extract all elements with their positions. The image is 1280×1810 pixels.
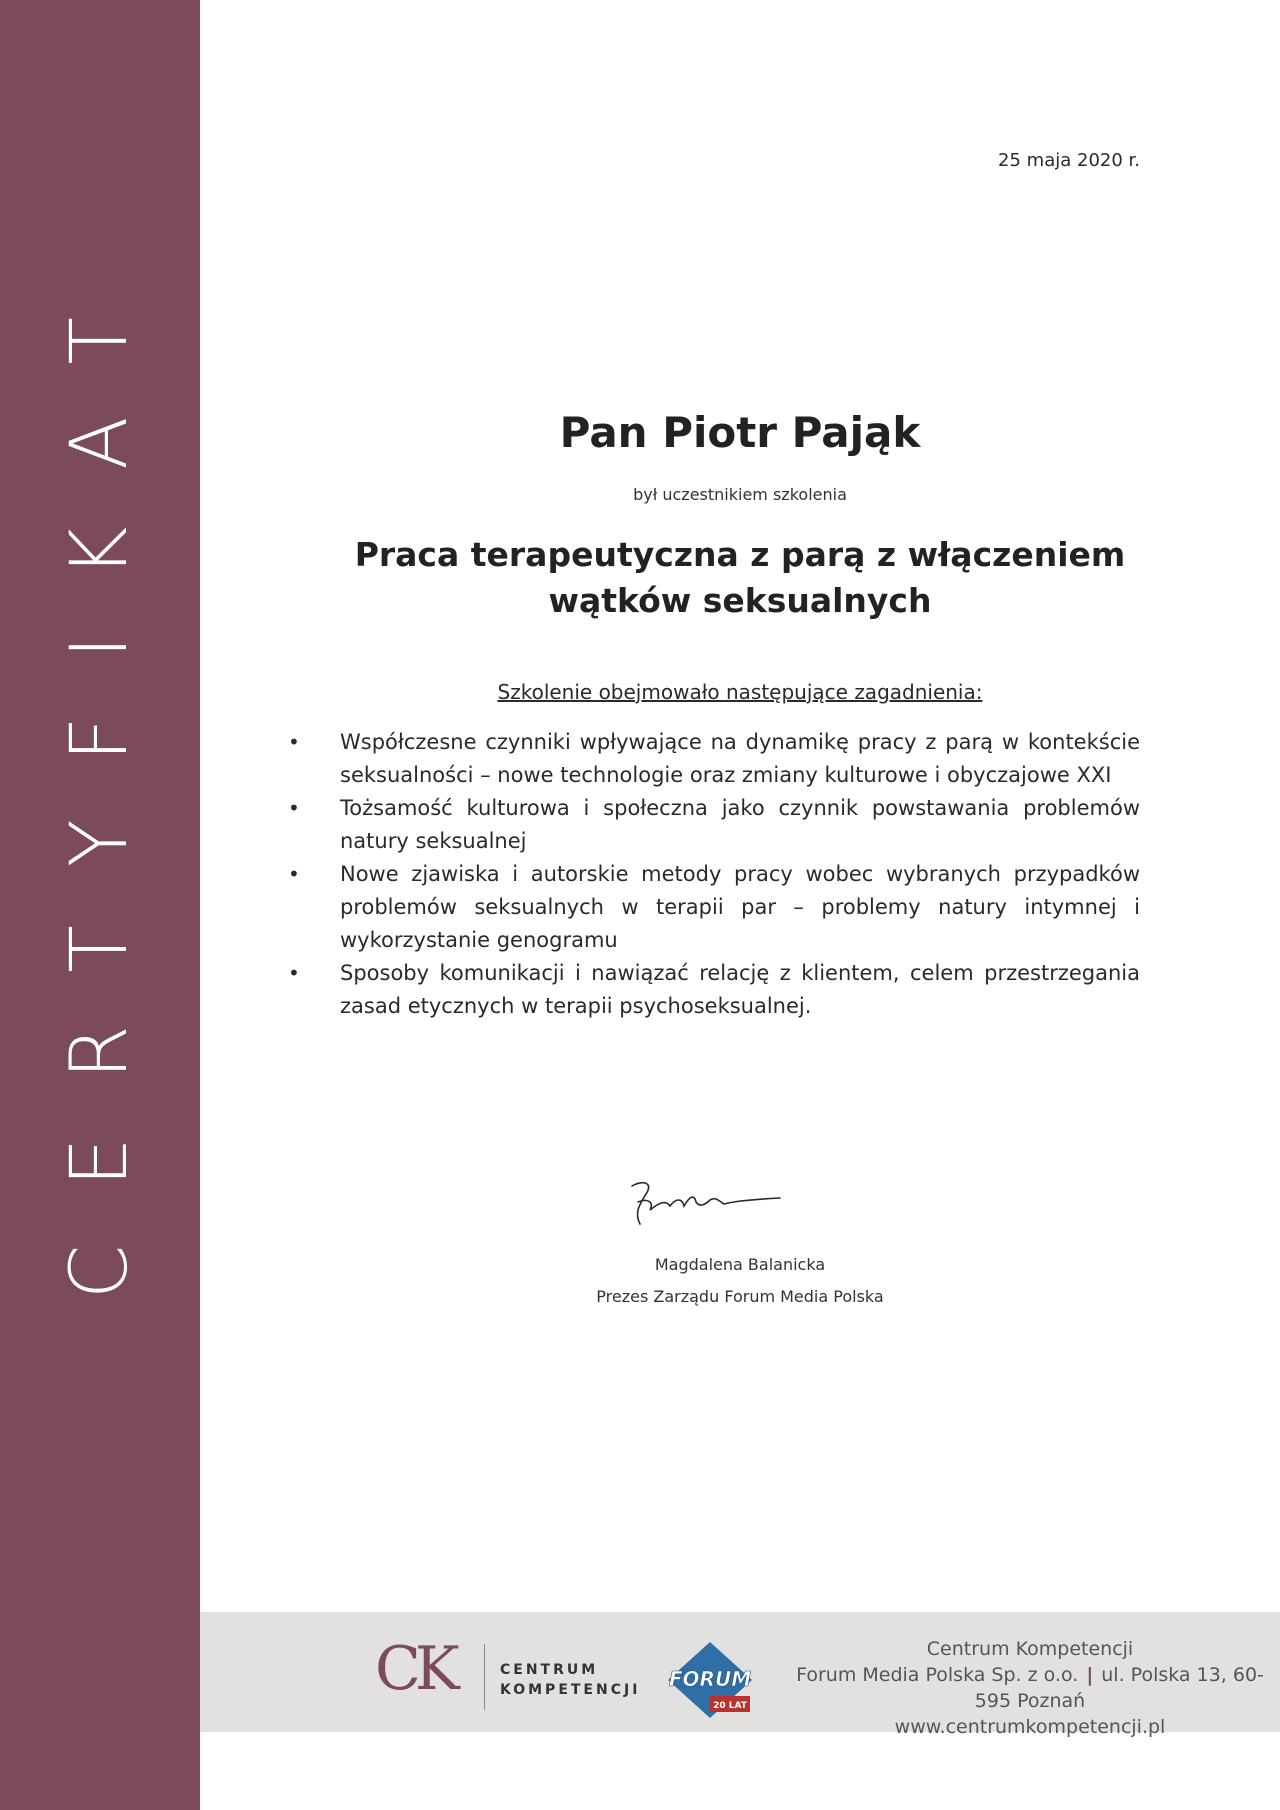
- course-title: [200, 532, 1280, 624]
- topic-item: [288, 726, 1140, 792]
- topic-text: Współczesne czynniki wpływające na dynamikę pracy z parą w kontekście seksualności – nowe technologie oraz zmiany kulturowe i obyczajowe XXI: [340, 730, 1140, 787]
- side-band: [0, 0, 200, 1810]
- course-title-line-1: Praca terapeutyczna z parą z włączeniem: [354, 535, 1126, 574]
- logo-divider: [484, 1644, 485, 1710]
- topic-text: Sposoby komunikacji i nawiązać relację z klientem, celem przestrzegania zasad etycznych w terapii psychoseksualnej.: [340, 961, 1140, 1018]
- signer-name: Magdalena Balanicka: [654, 1255, 826, 1274]
- topic-item: [288, 792, 1140, 858]
- course-title-line-2: wątków seksualnych: [548, 581, 932, 620]
- footer-band: [200, 1612, 1280, 1738]
- signature-icon: [620, 1172, 790, 1236]
- bullet-icon: •: [288, 730, 300, 754]
- participant-line: był uczestnikiem szkolenia: [633, 485, 847, 504]
- ck-logo-text: [500, 1660, 640, 1700]
- forum-badge: 20 LAT: [713, 1701, 747, 1711]
- ck-logo-line-2: KOMPETENCJI: [500, 1682, 641, 1698]
- topic-text: Tożsamość kulturowa i społeczna jako czynnik powstawania problemów natury seksualnej: [340, 796, 1140, 853]
- ck-logo-line-1: CENTRUM: [500, 1662, 599, 1678]
- company-name: Centrum Kompetencji: [926, 1638, 1134, 1660]
- topic-item: [288, 957, 1140, 1023]
- company-website: www.centrumkompetencji.pl: [894, 1716, 1166, 1738]
- certificate-vertical-title: CERTYFIKAT: [55, 258, 145, 1300]
- ck-logo-icon: CK: [375, 1634, 454, 1704]
- bullet-icon: •: [288, 862, 300, 886]
- bullet-icon: •: [288, 961, 300, 985]
- company-info: [790, 1636, 1270, 1740]
- topics-list: [288, 726, 1140, 1023]
- forum-logo-label: FORUM: [668, 1667, 752, 1691]
- issue-date: 25 maja 2020 r.: [998, 150, 1140, 171]
- forum-logo-icon: [662, 1638, 758, 1720]
- bullet-icon: •: [288, 796, 300, 820]
- topic-item: [288, 858, 1140, 957]
- company-address: ul. Polska 13, 60-595 Poznań: [974, 1664, 1264, 1712]
- topics-heading: Szkolenie obejmowało następujące zagadnienia:: [497, 680, 983, 704]
- company-address-line: [790, 1662, 1270, 1714]
- topic-text: Nowe zjawiska i autorskie metody pracy wobec wybranych przypadków problemów seksualnych w terapii par – problemy natury intymnej i wykorzystanie genogramu: [340, 862, 1140, 952]
- signer-role: Prezes Zarządu Forum Media Polska: [596, 1287, 884, 1306]
- separator: |: [1086, 1664, 1094, 1686]
- company-legal: Forum Media Polska Sp. z o.o.: [796, 1664, 1079, 1686]
- recipient-name: Pan Piotr Pająk: [559, 408, 921, 457]
